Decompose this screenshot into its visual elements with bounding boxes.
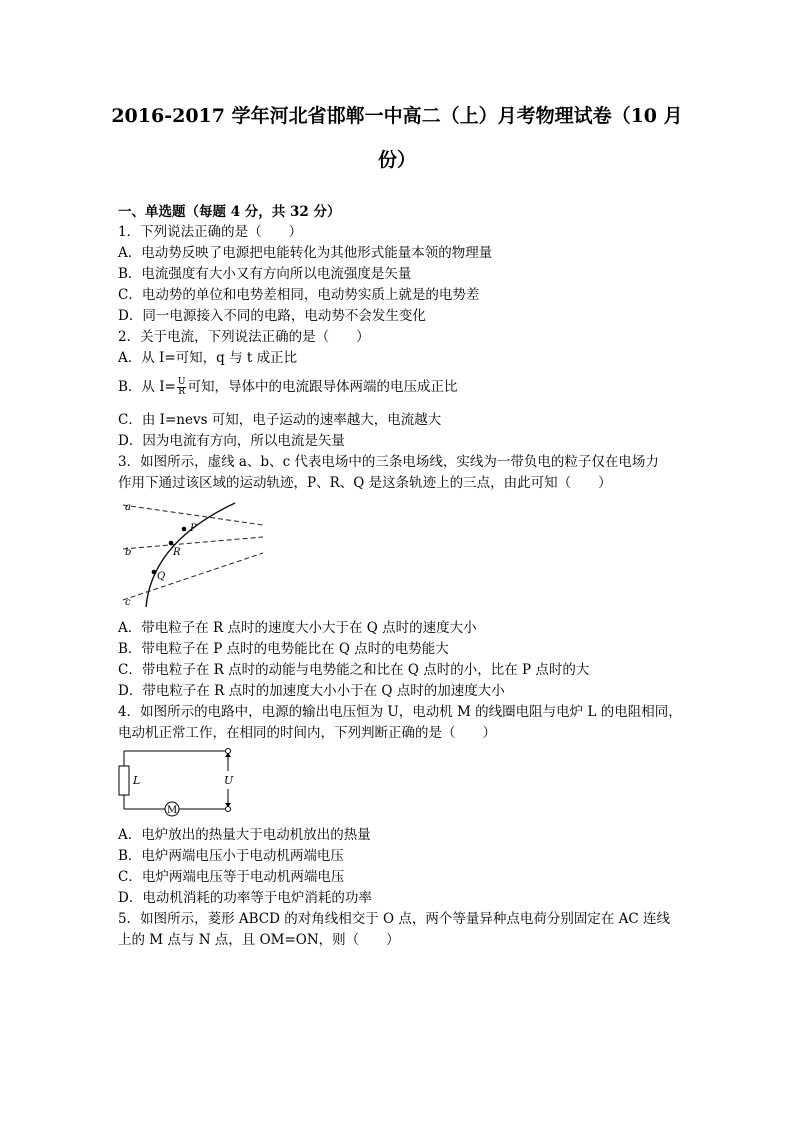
q2-option-d: D．因为电流有方向，所以电流是矢量 <box>118 433 345 449</box>
fraction-numerator: U <box>177 377 186 387</box>
q1-option-b: B．电流强度有大小又有方向所以电流强度是矢量 <box>118 266 412 282</box>
resistor-l <box>119 766 129 795</box>
label-p: P <box>190 523 197 534</box>
label-m: M <box>167 805 178 816</box>
q2-option-b-suffix: 可知，导体中的电流跟导体两端的电压成正比 <box>187 379 458 395</box>
exam-title-line1: 2016-2017 学年河北省邯郸一中高二（上）月考物理试卷（10 月 <box>111 105 683 127</box>
q4-option-a: A．电炉放出的热量大于电动机放出的热量 <box>118 827 371 843</box>
q3-option-c: C．带电粒子在 R 点时的动能与电势能之和比在 Q 点时的小，比在 P 点时的大 <box>118 662 590 678</box>
q4-option-c: C．电炉两端电压等于电动机两端电压 <box>118 869 345 885</box>
label-u: U <box>224 774 234 787</box>
q2-option-b <box>118 378 457 397</box>
label-a: a <box>125 502 131 513</box>
q2-stem: 2．关于电流，下列说法正确的是（ ） <box>118 329 370 345</box>
label-b: b <box>125 547 132 558</box>
q2-option-a: A．从 I=可知，q 与 t 成正比 <box>118 350 298 366</box>
q2-option-b-prefix: B．从 I= <box>118 379 176 395</box>
field-line-c <box>123 553 263 600</box>
q1-option-a: A．电动势反映了电源把电能转化为其他形式能量本领的物理量 <box>118 245 493 261</box>
q3-stem-line1: 3．如图所示，虚线 a、b、c 代表电场中的三条电场线，实线为一带负电的粒子仅在电场力 <box>118 454 659 470</box>
q1-option-d: D．同一电源接入不同的电路，电动势不会发生变化 <box>118 308 426 324</box>
q1-stem: 1．下列说法正确的是（ ） <box>118 224 303 240</box>
label-c: c <box>125 597 131 608</box>
label-l: L <box>133 774 141 787</box>
q5-stem-line2: 上的 M 点与 N 点，且 OM=ON，则（ ） <box>118 932 400 948</box>
fraction-denominator: R <box>178 387 186 397</box>
terminal-bottom <box>226 807 231 812</box>
arrowhead-down-icon <box>225 803 231 807</box>
q3-stem-line2: 作用下通过该区域的运动轨迹，P、R、Q 是这条轨迹上的三点，由此可知（ ） <box>118 475 612 491</box>
q1-option-c: C．电动势的单位和电势差相同，电动势实质上就是的电势差 <box>118 287 480 303</box>
electric-field-figure <box>117 497 265 609</box>
arrowhead-up-icon <box>225 753 231 757</box>
label-r: R <box>173 547 181 558</box>
field-line-b <box>123 537 263 549</box>
fraction <box>177 378 187 397</box>
q5-stem-line1: 5．如图所示，菱形 ABCD 的对角线相交于 O 点，两个等量异种点电荷分别固定在 AC 连线 <box>118 911 671 927</box>
q4-stem-line2: 电动机正常工作，在相同的时间内，下列判断正确的是（ ） <box>118 725 496 741</box>
circuit-figure <box>116 745 238 817</box>
q4-stem-line1: 4．如图所示的电路中，电源的输出电压恒为 U，电动机 M 的线圈电阻与电炉 L 的电阻相同， <box>118 704 682 720</box>
label-q: Q <box>157 571 166 582</box>
exam-title-line2: 份） <box>377 149 416 171</box>
q3-option-d: D．带电粒子在 R 点时的加速度大小小于在 Q 点时的加速度大小 <box>118 683 505 699</box>
section-heading: 一、单选题（每题 4 分，共 32 分） <box>118 204 341 220</box>
field-line-a <box>123 505 263 525</box>
q3-option-b: B．带电粒子在 P 点时的电势能比在 Q 点时的电势能大 <box>118 641 449 657</box>
q4-option-b: B．电炉两端电压小于电动机两端电压 <box>118 848 344 864</box>
point-p <box>182 527 187 532</box>
q3-option-a: A．带电粒子在 R 点时的速度大小大于在 Q 点时的速度大小 <box>118 620 477 636</box>
terminal-top <box>226 749 231 754</box>
point-r <box>169 541 174 546</box>
q2-option-c: C．由 I=nevs 可知，电子运动的速率越大，电流越大 <box>118 412 442 428</box>
point-q <box>152 570 157 575</box>
q4-option-d: D．电动机消耗的功率等于电炉消耗的功率 <box>118 890 372 906</box>
